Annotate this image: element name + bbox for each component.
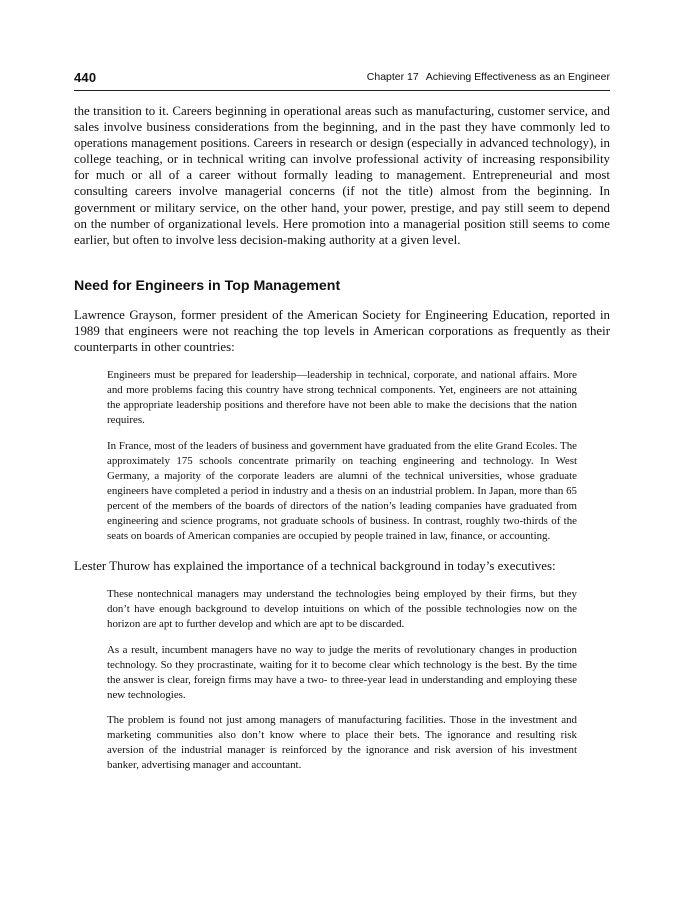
page-content (74, 103, 610, 787)
section-heading: Need for Engineers in Top Management (74, 277, 341, 294)
grayson-intro-paragraph: Lawrence Grayson, former president of the American Society for Engineering Education, reported in 1989 that engineers were not reaching the top levels in American corporations as frequently as their counterparts in other countries: (74, 307, 610, 355)
header-rule (74, 90, 610, 91)
chapter-title: Achieving Effectiveness as an Engineer (425, 71, 610, 83)
chapter-label: Chapter 17 (366, 71, 419, 83)
quote-paragraph: As a result, incumbent managers have no way to judge the merits of revolutionary changes in production technology. So they procrastinate, waiting for it to become clear which technology is the best. By the time the answer is clear, foreign firms may have a two- to three-year lead in understanding and employing these new technologies. (107, 643, 577, 701)
grayson-block-quote (107, 368, 577, 544)
page-header (74, 70, 610, 88)
quote-paragraph: Engineers must be prepared for leadership—leadership in technical, corporate, and national affairs. More and more problems facing this country have strong technical components. Yet, engineers are not attaining the appropriate leadership positions and therefore have not been able to make the decisions that the nation requires. (107, 369, 577, 427)
quote-paragraph: These nontechnical managers may understand the technologies being employed by their firms, but they don’t have enough background to develop intuitions on which of the possible technologies now on the horizon are apt to further develop and which are apt to be discarded. (107, 588, 577, 631)
thurow-block-quote (107, 587, 577, 773)
intro-paragraph: the transition to it. Careers beginning in operational areas such as manufacturing, customer service, and sales involve business considerations from the beginning, and in the past they have commonly led to operations management positions. Careers in research or design (especially in advanced technology), in college teaching, or in technical writing can involve professional activity of increasing responsibility for much or all of a career without formally leading to management. Entrepreneurial and most consulting careers involve managerial concerns (if not the title) almost from the beginning. In government or military service, on the other hand, your power, prestige, and pay still seem to depend on the number of organizational levels. Here promotion into a managerial position still seems to come earlier, but often to involve less decision-making authority at a given level. (74, 104, 610, 247)
page-number: 440 (74, 70, 97, 85)
quote-paragraph: In France, most of the leaders of business and government have graduated from the elite Grand Ecoles. The approximately 175 schools concentrate primarily on teaching engineering and technology. In West Germany, a majority of the corporate leaders are alumni of the technical universities, whose graduate engineers have completed a period in industry and a thesis on an industrial problem. In Japan, more than 65 percent of the members of the boards of directors of the nation’s leading companies have graduated from engineering and science programs, not graduate schools of business. In contrast, roughly two-thirds of the seats on boards of American companies are occupied by people trained in law, finance, or accounting. (107, 439, 577, 543)
thurow-intro-paragraph: Lester Thurow has explained the importance of a technical background in today’s executives: (74, 559, 556, 574)
running-head (367, 71, 610, 83)
quote-paragraph: The problem is found not just among managers of manufacturing facilities. Those in the investment and marketing communities also don’t know where to place their bets. The ignorance and resulting risk aversion of the industrial manager is reinforced by the ignorance and risk aversion of his investment banker, advertising manager and accountant. (107, 713, 577, 772)
